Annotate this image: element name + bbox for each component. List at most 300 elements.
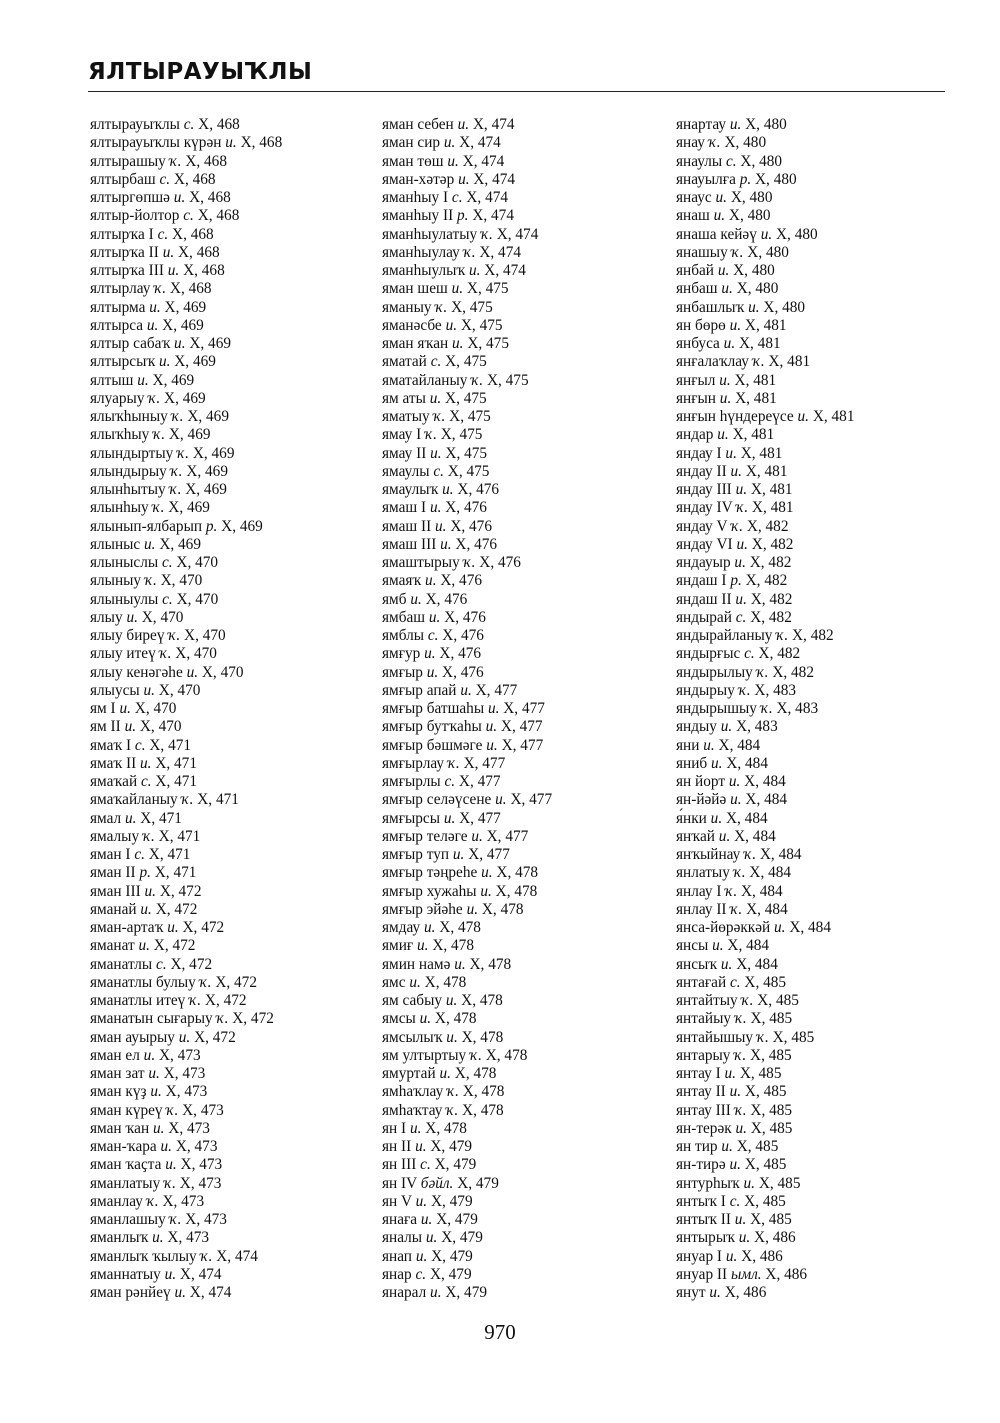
index-entry: [90, 536, 282, 554]
entry-reference: X, 479: [427, 1247, 473, 1265]
index-entry: [90, 682, 282, 700]
entry-reference: X, 485: [732, 1138, 779, 1155]
index-entry: [382, 244, 552, 262]
entry-headword: яман-ҡара: [90, 1138, 157, 1155]
index-entry: [382, 280, 552, 298]
index-entry: [676, 1193, 854, 1211]
entry-reference: X, 485: [740, 973, 787, 991]
entry-headword: ялтырбаш: [90, 170, 156, 188]
entry-headword: ялтырҡа I: [90, 225, 154, 243]
index-entry: [676, 956, 854, 974]
index-entry: [676, 755, 854, 773]
index-entry: [90, 408, 282, 426]
entry-headword: яндар: [676, 426, 714, 444]
entry-headword: ян-терәк: [676, 1119, 732, 1137]
index-entry: [90, 828, 282, 846]
entry-pos-label: и.: [429, 389, 442, 407]
index-entry: [676, 810, 854, 828]
entry-reference: X, 479: [426, 1265, 472, 1283]
entry-reference: X, 482: [747, 535, 794, 553]
index-entry: [382, 810, 552, 828]
entry-headword: ялыныс: [90, 535, 141, 553]
entry-reference: X, 476: [475, 554, 521, 571]
entry-pos-label: ҡ.: [169, 1211, 182, 1228]
entry-pos-label: р.: [139, 864, 151, 882]
index-entry: [90, 226, 282, 244]
entry-headword: ям I: [90, 700, 116, 717]
entry-pos-label: и.: [426, 663, 439, 681]
entry-headword: ялуарыу: [90, 389, 145, 407]
entry-reference: X, 485: [768, 1028, 815, 1046]
entry-pos-label: ҡ.: [168, 627, 181, 644]
entry-headword: ялыу кенәгәһе: [90, 663, 183, 681]
entry-pos-label: ҡ.: [146, 1192, 159, 1210]
index-entry: [676, 1138, 854, 1156]
index-entry: [382, 1193, 552, 1211]
entry-headword: яман II: [90, 864, 136, 882]
index-entry: [676, 591, 854, 609]
index-entry: [676, 864, 854, 882]
entry-headword: януар I: [676, 1247, 723, 1265]
entry-pos-label: и.: [424, 919, 436, 936]
entry-headword: янҡыйнау: [676, 846, 741, 863]
entry-headword: янашыу: [676, 243, 728, 261]
entry-reference: X, 478: [478, 900, 524, 918]
entry-reference: X, 470: [130, 700, 177, 717]
entry-headword: яндауыр: [676, 554, 731, 571]
entry-pos-label: ҡ.: [734, 1101, 747, 1119]
index-entry: [382, 134, 552, 152]
index-entry: [382, 700, 552, 718]
entry-pos-label: ҡ.: [153, 426, 166, 444]
index-entry: [676, 390, 854, 408]
entry-headword: ян-тирә: [676, 1156, 726, 1174]
index-entry: [90, 518, 282, 536]
entry-headword: янғын һүндереүсе: [676, 408, 794, 425]
entry-pos-label: ҡ.: [181, 791, 194, 809]
entry-pos-label: ҡ.: [734, 1010, 747, 1028]
entry-reference: X, 485: [746, 1010, 793, 1028]
entry-pos-label: с.: [451, 189, 463, 206]
entry-pos-label: с.: [183, 207, 194, 225]
entry-reference: X, 480: [759, 298, 806, 316]
entry-pos-label: и.: [430, 444, 442, 462]
entry-pos-label: с.: [725, 152, 737, 170]
entry-headword: ям сабыу: [382, 992, 443, 1009]
index-entry: [382, 1138, 552, 1156]
entry-reference: X, 485: [741, 1083, 787, 1101]
entry-pos-label: ҡ.: [463, 554, 476, 571]
entry-headword: яман ел: [90, 1046, 140, 1064]
entry-headword: янтау II: [676, 1083, 726, 1101]
entry-reference: X, 481: [728, 426, 775, 444]
entry-reference: X, 468: [174, 243, 220, 261]
index-entry: [676, 554, 854, 572]
entry-headword: яманатын сығарыу: [90, 1010, 213, 1028]
entry-pos-label: и.: [717, 426, 729, 444]
entry-pos-label: и.: [410, 590, 422, 608]
index-entry: [676, 134, 854, 152]
entry-headword: яманай: [90, 900, 137, 918]
index-entry: [676, 609, 854, 627]
index-entry: [676, 408, 854, 426]
entry-headword: ялыныу: [90, 572, 142, 590]
entry-reference: X, 485: [736, 1065, 782, 1082]
entry-reference: X, 478: [458, 1101, 504, 1119]
entry-pos-label: ҡ.: [169, 152, 182, 170]
entry-pos-label: ҡ.: [169, 481, 182, 498]
entry-pos-label: и.: [719, 389, 732, 407]
entry-pos-label: ҡ.: [159, 645, 172, 663]
entry-reference: X, 479: [453, 1174, 499, 1192]
entry-pos-label: ымл.: [730, 1265, 762, 1283]
entry-pos-label: с.: [140, 773, 152, 790]
entry-pos-label: ҡ.: [446, 1101, 459, 1119]
index-entry: [90, 153, 282, 171]
entry-reference: X, 480: [772, 225, 818, 243]
entry-pos-label: ҡ.: [752, 353, 765, 371]
index-entry: [382, 226, 552, 244]
entry-pos-label: и.: [138, 937, 150, 955]
entry-reference: X, 472: [178, 919, 225, 936]
entry-headword: ямғыр: [382, 663, 423, 681]
index-entry: [676, 627, 854, 645]
entry-headword: яманлау: [90, 1192, 143, 1210]
entry-pos-label: и.: [435, 517, 447, 535]
index-entry: [382, 828, 552, 846]
entry-pos-label: ҡ.: [744, 846, 757, 863]
entry-headword: яман төш: [382, 152, 444, 170]
entry-reference: X, 475: [457, 316, 503, 334]
entry-headword: янар: [382, 1265, 412, 1283]
entry-reference: X, 486: [720, 1284, 767, 1301]
entry-headword: яналы: [382, 1229, 423, 1247]
entry-headword: яманһыу II: [382, 207, 454, 225]
entry-pos-label: ҡ.: [144, 572, 157, 590]
entry-reference: X, 478: [420, 973, 467, 991]
entry-reference: X, 481: [741, 316, 787, 334]
index-entry: [676, 992, 854, 1010]
entry-headword: ялындыртыу: [90, 444, 174, 462]
entry-pos-label: и.: [143, 1046, 156, 1064]
entry-pos-label: с.: [134, 736, 146, 754]
entry-reference: X, 468: [236, 134, 283, 152]
index-entry: [90, 645, 282, 663]
entry-reference: X, 478: [492, 864, 539, 882]
entry-headword: яман күҙ: [90, 1083, 147, 1101]
entry-headword: ямаяҡ: [382, 572, 422, 590]
entry-headword: ямаҡ I: [90, 736, 132, 754]
entry-headword: янау: [676, 134, 705, 152]
entry-pos-label: ҡ.: [216, 1010, 229, 1028]
entry-reference: X, 478: [457, 992, 503, 1009]
entry-headword: яниб: [676, 754, 708, 772]
entry-reference: X, 474: [468, 207, 514, 225]
index-entry: [676, 226, 854, 244]
index-entry: [90, 810, 282, 828]
entry-reference: X, 480: [732, 280, 779, 298]
entry-pos-label: и.: [425, 1229, 438, 1247]
entry-pos-label: и.: [162, 243, 175, 261]
entry-reference: X, 475: [483, 371, 529, 389]
entry-headword: ямаҡай: [90, 773, 138, 790]
entry-pos-label: и.: [140, 754, 152, 772]
entry-pos-label: и.: [718, 827, 731, 845]
entry-pos-label: ҡ.: [177, 444, 189, 462]
index-entry: [90, 919, 282, 937]
entry-reference: X, 478: [457, 1028, 504, 1046]
entry-headword: янғалаҡлау: [676, 353, 749, 371]
index-entry: [676, 280, 854, 298]
entry-headword: ялтыр сабаҡ: [90, 335, 171, 352]
index-entry: [90, 755, 282, 773]
entry-reference: X, 469: [164, 499, 210, 517]
entry-reference: X, 478: [431, 1010, 477, 1028]
index-entry: [676, 426, 854, 444]
entry-pos-label: и.: [420, 1211, 433, 1228]
entry-reference: X, 481: [736, 444, 783, 462]
entry-pos-label: и.: [721, 1138, 733, 1155]
entry-pos-label: ҡ.: [189, 992, 202, 1009]
entry-pos-label: ҡ.: [199, 973, 212, 991]
entry-reference: X, 470: [172, 590, 219, 608]
index-entry: [90, 1266, 282, 1284]
entry-headword: ялтырашыу: [90, 152, 166, 170]
entry-headword: янтайышыу: [676, 1028, 754, 1046]
entry-reference: X, 473: [175, 1174, 222, 1192]
entry-pos-label: ҡ.: [435, 298, 448, 316]
index-entry: [676, 1010, 854, 1028]
entry-headword: яманһыу I: [382, 189, 449, 206]
entry-headword: ямғыр теләге: [382, 827, 468, 845]
entry-reference: X, 485: [746, 1119, 793, 1137]
entry-reference: X, 486: [761, 1265, 808, 1283]
entry-pos-label: и.: [495, 791, 507, 809]
entry-headword: яманат: [90, 937, 135, 955]
entry-headword: яндырайланыу: [676, 627, 773, 644]
entry-headword: янса-йөрәккәй: [676, 919, 771, 936]
index-entry: [382, 1010, 552, 1028]
entry-pos-label: ҡ.: [152, 499, 165, 517]
entry-reference: X, 477: [497, 718, 543, 736]
index-entry: [90, 901, 282, 919]
index-entry: [90, 499, 282, 517]
entry-headword: ямб: [382, 590, 407, 608]
entry-reference: X, 476: [438, 663, 484, 681]
entry-pos-label: с.: [415, 1265, 427, 1283]
entry-headword: ялтырма: [90, 298, 146, 316]
entry-headword: янаулы: [676, 152, 723, 170]
index-entry: [90, 390, 282, 408]
entry-reference: X, 484: [785, 919, 831, 936]
entry-headword: ямғыр бутҡаһы: [382, 718, 482, 736]
index-entry: [90, 1029, 282, 1047]
entry-headword: ямаш II: [382, 517, 432, 535]
entry-headword: ямғыр бәшмәге: [382, 736, 483, 754]
index-entry: [382, 299, 552, 317]
page-number: 970: [484, 1320, 516, 1344]
entry-headword: яман сир: [382, 134, 441, 152]
index-entry: [676, 937, 854, 955]
index-entry: [676, 773, 854, 791]
entry-reference: X, 480: [727, 189, 773, 206]
entry-reference: X, 469: [158, 316, 204, 334]
entry-reference: X, 484: [740, 773, 786, 790]
index-entry: [382, 153, 552, 171]
index-entry: [90, 463, 282, 481]
entry-headword: ям II: [90, 718, 121, 736]
entry-headword: янлау II: [676, 900, 727, 918]
entry-headword: ямғыр хужаһы: [382, 882, 477, 900]
entry-pos-label: ҡ.: [470, 1046, 482, 1064]
entry-pos-label: и.: [458, 170, 470, 188]
index-entry: [90, 481, 282, 499]
entry-headword: ялыу: [90, 608, 123, 626]
index-entry: [676, 518, 854, 536]
index-entry: [90, 1156, 282, 1174]
index-entry: [382, 664, 552, 682]
entry-headword: янбашлыҡ: [676, 298, 745, 316]
index-entry: [676, 1029, 854, 1047]
entry-reference: X, 484: [737, 882, 783, 900]
index-entry: [382, 408, 552, 426]
entry-pos-label: ҡ.: [776, 627, 789, 644]
entry-pos-label: ҡ.: [730, 900, 743, 918]
entry-reference: X, 470: [136, 718, 182, 736]
entry-headword: ялыҡһыныу: [90, 408, 168, 425]
entry-reference: X, 474: [469, 116, 515, 133]
entry-reference: X, 472: [211, 973, 257, 991]
entry-headword: ямаш III: [382, 535, 437, 553]
entry-pos-label: ҡ.: [708, 134, 721, 152]
entry-headword: яман III: [90, 882, 141, 900]
entry-pos-label: и.: [460, 681, 472, 699]
entry-reference: X, 473: [163, 1229, 210, 1247]
entry-pos-label: и.: [415, 1192, 428, 1210]
entry-headword: яматай: [382, 353, 427, 371]
entry-headword: ямғыр батшаһы: [382, 700, 485, 717]
entry-pos-label: и.: [126, 608, 138, 626]
index-entry: [676, 1102, 854, 1120]
entry-reference: X, 472: [166, 955, 213, 973]
entry-reference: X, 469: [160, 389, 206, 407]
entry-reference: X, 472: [151, 900, 198, 918]
entry-pos-label: и.: [446, 1028, 458, 1046]
index-entry: [90, 280, 282, 298]
entry-headword: ялынһыу: [90, 499, 149, 517]
entry-reference: X, 468: [185, 189, 231, 206]
entry-reference: X, 475: [443, 462, 490, 480]
entry-headword: ямбаш: [382, 608, 426, 626]
entry-headword: янут: [676, 1284, 706, 1301]
entry-pos-label: и.: [711, 754, 723, 772]
entry-pos-label: и.: [730, 462, 742, 480]
entry-reference: X, 473: [176, 1156, 223, 1174]
entry-headword: яманһыулау: [382, 243, 460, 261]
entry-reference: X, 482: [754, 645, 801, 663]
entry-reference: X, 480: [743, 243, 789, 261]
entry-pos-label: ҡ.: [463, 243, 476, 261]
entry-pos-label: ҡ.: [148, 389, 161, 407]
entry-pos-label: и.: [186, 663, 199, 681]
entry-headword: яндаш I: [676, 572, 727, 590]
entry-pos-label: ҡ.: [425, 426, 437, 444]
entry-reference: X, 482: [746, 590, 793, 608]
index-entry: [382, 974, 552, 992]
entry-reference: X, 481: [742, 462, 788, 480]
entry-headword: янтау I: [676, 1065, 721, 1082]
entry-headword: янлатыу: [676, 864, 730, 882]
entry-pos-label: ҡ.: [731, 517, 743, 535]
entry-pos-label: с.: [427, 627, 439, 644]
entry-pos-label: и.: [735, 1119, 747, 1137]
entry-pos-label: и.: [719, 371, 731, 389]
index-entry: [382, 499, 552, 517]
index-entry: [382, 445, 552, 463]
entry-headword: ялынһытыу: [90, 481, 166, 498]
entry-headword: ямаулыҡ: [382, 481, 439, 498]
index-entry: [90, 718, 282, 736]
entry-headword: ялтырҡа II: [90, 243, 159, 261]
entry-reference: X, 472: [190, 1028, 236, 1046]
index-entry: [676, 262, 854, 280]
entry-pos-label: ҡ.: [471, 371, 484, 389]
entry-headword: яндырғыс: [676, 645, 741, 663]
index-entry: [382, 609, 552, 627]
entry-pos-label: и.: [152, 1229, 164, 1247]
entry-reference: X, 485: [746, 1046, 792, 1064]
entry-pos-label: бәйл.: [420, 1174, 454, 1192]
entry-headword: ян бөрө: [676, 316, 726, 334]
entry-pos-label: и.: [452, 846, 465, 863]
entry-reference: X, 474: [462, 189, 509, 206]
entry-reference: X, 468: [170, 170, 216, 188]
entry-pos-label: ҡ.: [142, 827, 155, 845]
entry-reference: X, 484: [722, 754, 768, 772]
entry-reference: X, 480: [736, 152, 783, 170]
entry-headword: яман зат: [90, 1065, 145, 1082]
entry-reference: X, 480: [725, 207, 771, 225]
entry-headword: янауылға: [676, 170, 736, 188]
entry-reference: X, 484: [714, 736, 761, 754]
entry-pos-label: и.: [417, 937, 429, 955]
index-entry: [90, 1102, 282, 1120]
index-entry: [90, 445, 282, 463]
entry-pos-label: и.: [225, 134, 237, 152]
index-entry: [90, 244, 282, 262]
entry-pos-label: и.: [442, 481, 454, 498]
entry-reference: X, 473: [158, 1192, 205, 1210]
index-entry: [90, 1284, 282, 1302]
index-entry: [676, 664, 854, 682]
entry-reference: X, 484: [756, 846, 802, 863]
entry-reference: X, 469: [189, 444, 235, 462]
entry-pos-label: ҡ.: [480, 225, 493, 243]
entry-headword: яман ҡан: [90, 1119, 150, 1137]
index-entry: [382, 901, 552, 919]
index-entry: [90, 1047, 282, 1065]
entry-headword: ямғырлы: [382, 773, 441, 790]
index-entry: [90, 664, 282, 682]
entry-pos-label: и.: [148, 1065, 160, 1082]
entry-pos-label: и.: [150, 1083, 162, 1101]
entry-pos-label: и.: [415, 1247, 428, 1265]
entry-pos-label: и.: [487, 700, 500, 717]
entry-headword: янғыл: [676, 371, 716, 389]
entry-headword: ян II: [382, 1138, 412, 1155]
entry-pos-label: ҡ.: [731, 243, 744, 261]
entry-reference: X, 476: [440, 608, 486, 626]
